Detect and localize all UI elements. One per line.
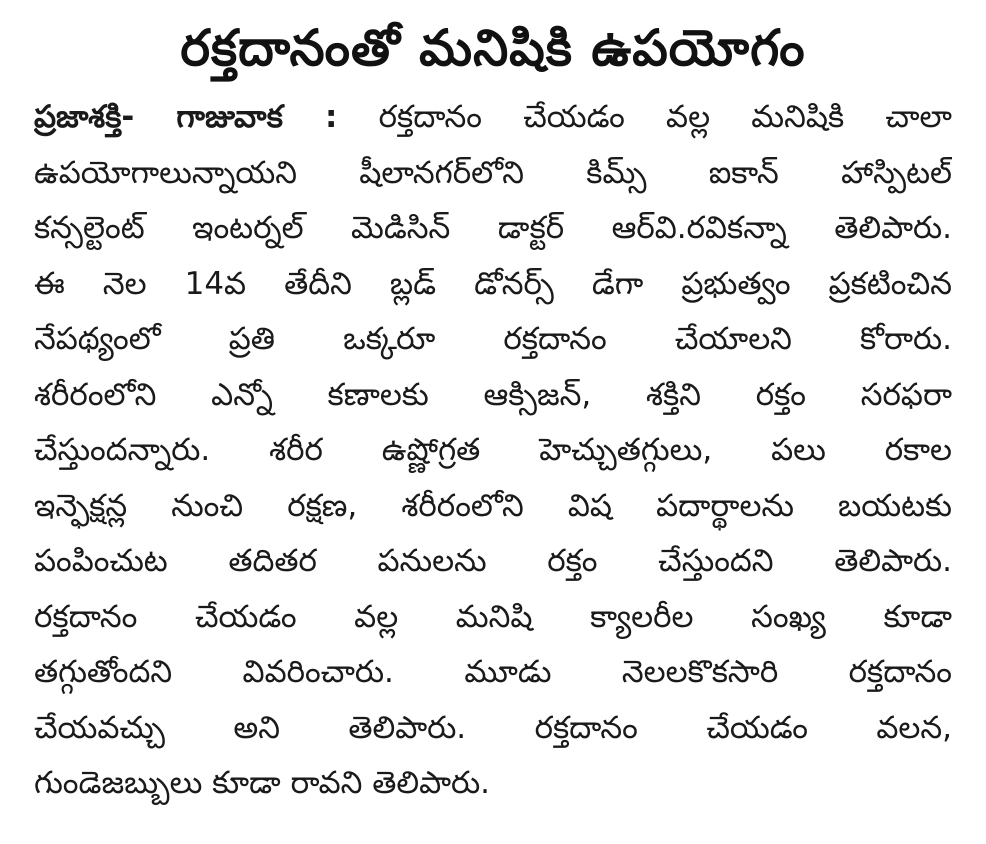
body-line-7: చేస్తుందన్నారు. శరీర ఉష్ణోగ్రత హెచ్చుతగ్గులు, పలు రకాల [34,432,952,468]
body-line-4: ఈ నెల 14వ తేదీని బ్లడ్ డోనర్స్ డేగా ప్రభుత్వం ప్రకటించిన [34,265,952,302]
body-line-10: రక్తదానం చేయడం వల్ల మనిషి క్యాలరీల సంఖ్య కూడా [34,598,952,635]
body-line-5: నేపథ్యంలో ప్రతి ఒక్కరూ రక్తదానం చేయాలని కోరారు. [34,321,952,357]
article-body [34,90,952,812]
body-line-6: శరీరంలోని ఎన్నో కణాలకు ఆక్సిజన్, శక్తిని రక్తం సరఫరా [34,376,952,413]
body-line-3: కన్సల్టెంట్ ఇంటర్నల్ మెడిసిన్ డాక్టర్ ఆర్‌వి.రవికన్నా తెలిపారు. [34,210,952,246]
body-line-1-text: రక్తదానం చేయడం వల్ల మనిషికి చాలా [378,99,952,135]
body-line-2: ఉపయోగాలున్నాయని షీలానగర్‌లోని కిమ్స్ ఐకాన్ హాస్పిటల్ [34,154,952,191]
body-line-9: పంపించుట తదితర పనులను రక్తం చేస్తుందని తెలిపారు. [34,543,952,579]
body-line-8: ఇన్ఫెక్షన్ల నుంచి రక్షణ, శరీరంలోని విష పదార్థాలను బయటకు [34,487,952,524]
article-dateline: ప్రజాశక్తి- గాజువాక : [34,99,338,135]
body-line-11: తగ్గుతోందని వివరించారు. మూడు నెలలకొకసారి రక్తదానం [34,654,952,690]
body-line-1 [34,90,952,146]
article-headline: రక్తదానంతో మనిషికి ఉపయోగం [180,19,806,77]
body-line-13: గుండెజబ్బులు కూడా రావని తెలిపారు. [34,765,491,801]
body-line-12: చేయవచ్చు అని తెలిపారు. రక్తదానం చేయడం వలన, [34,709,952,746]
